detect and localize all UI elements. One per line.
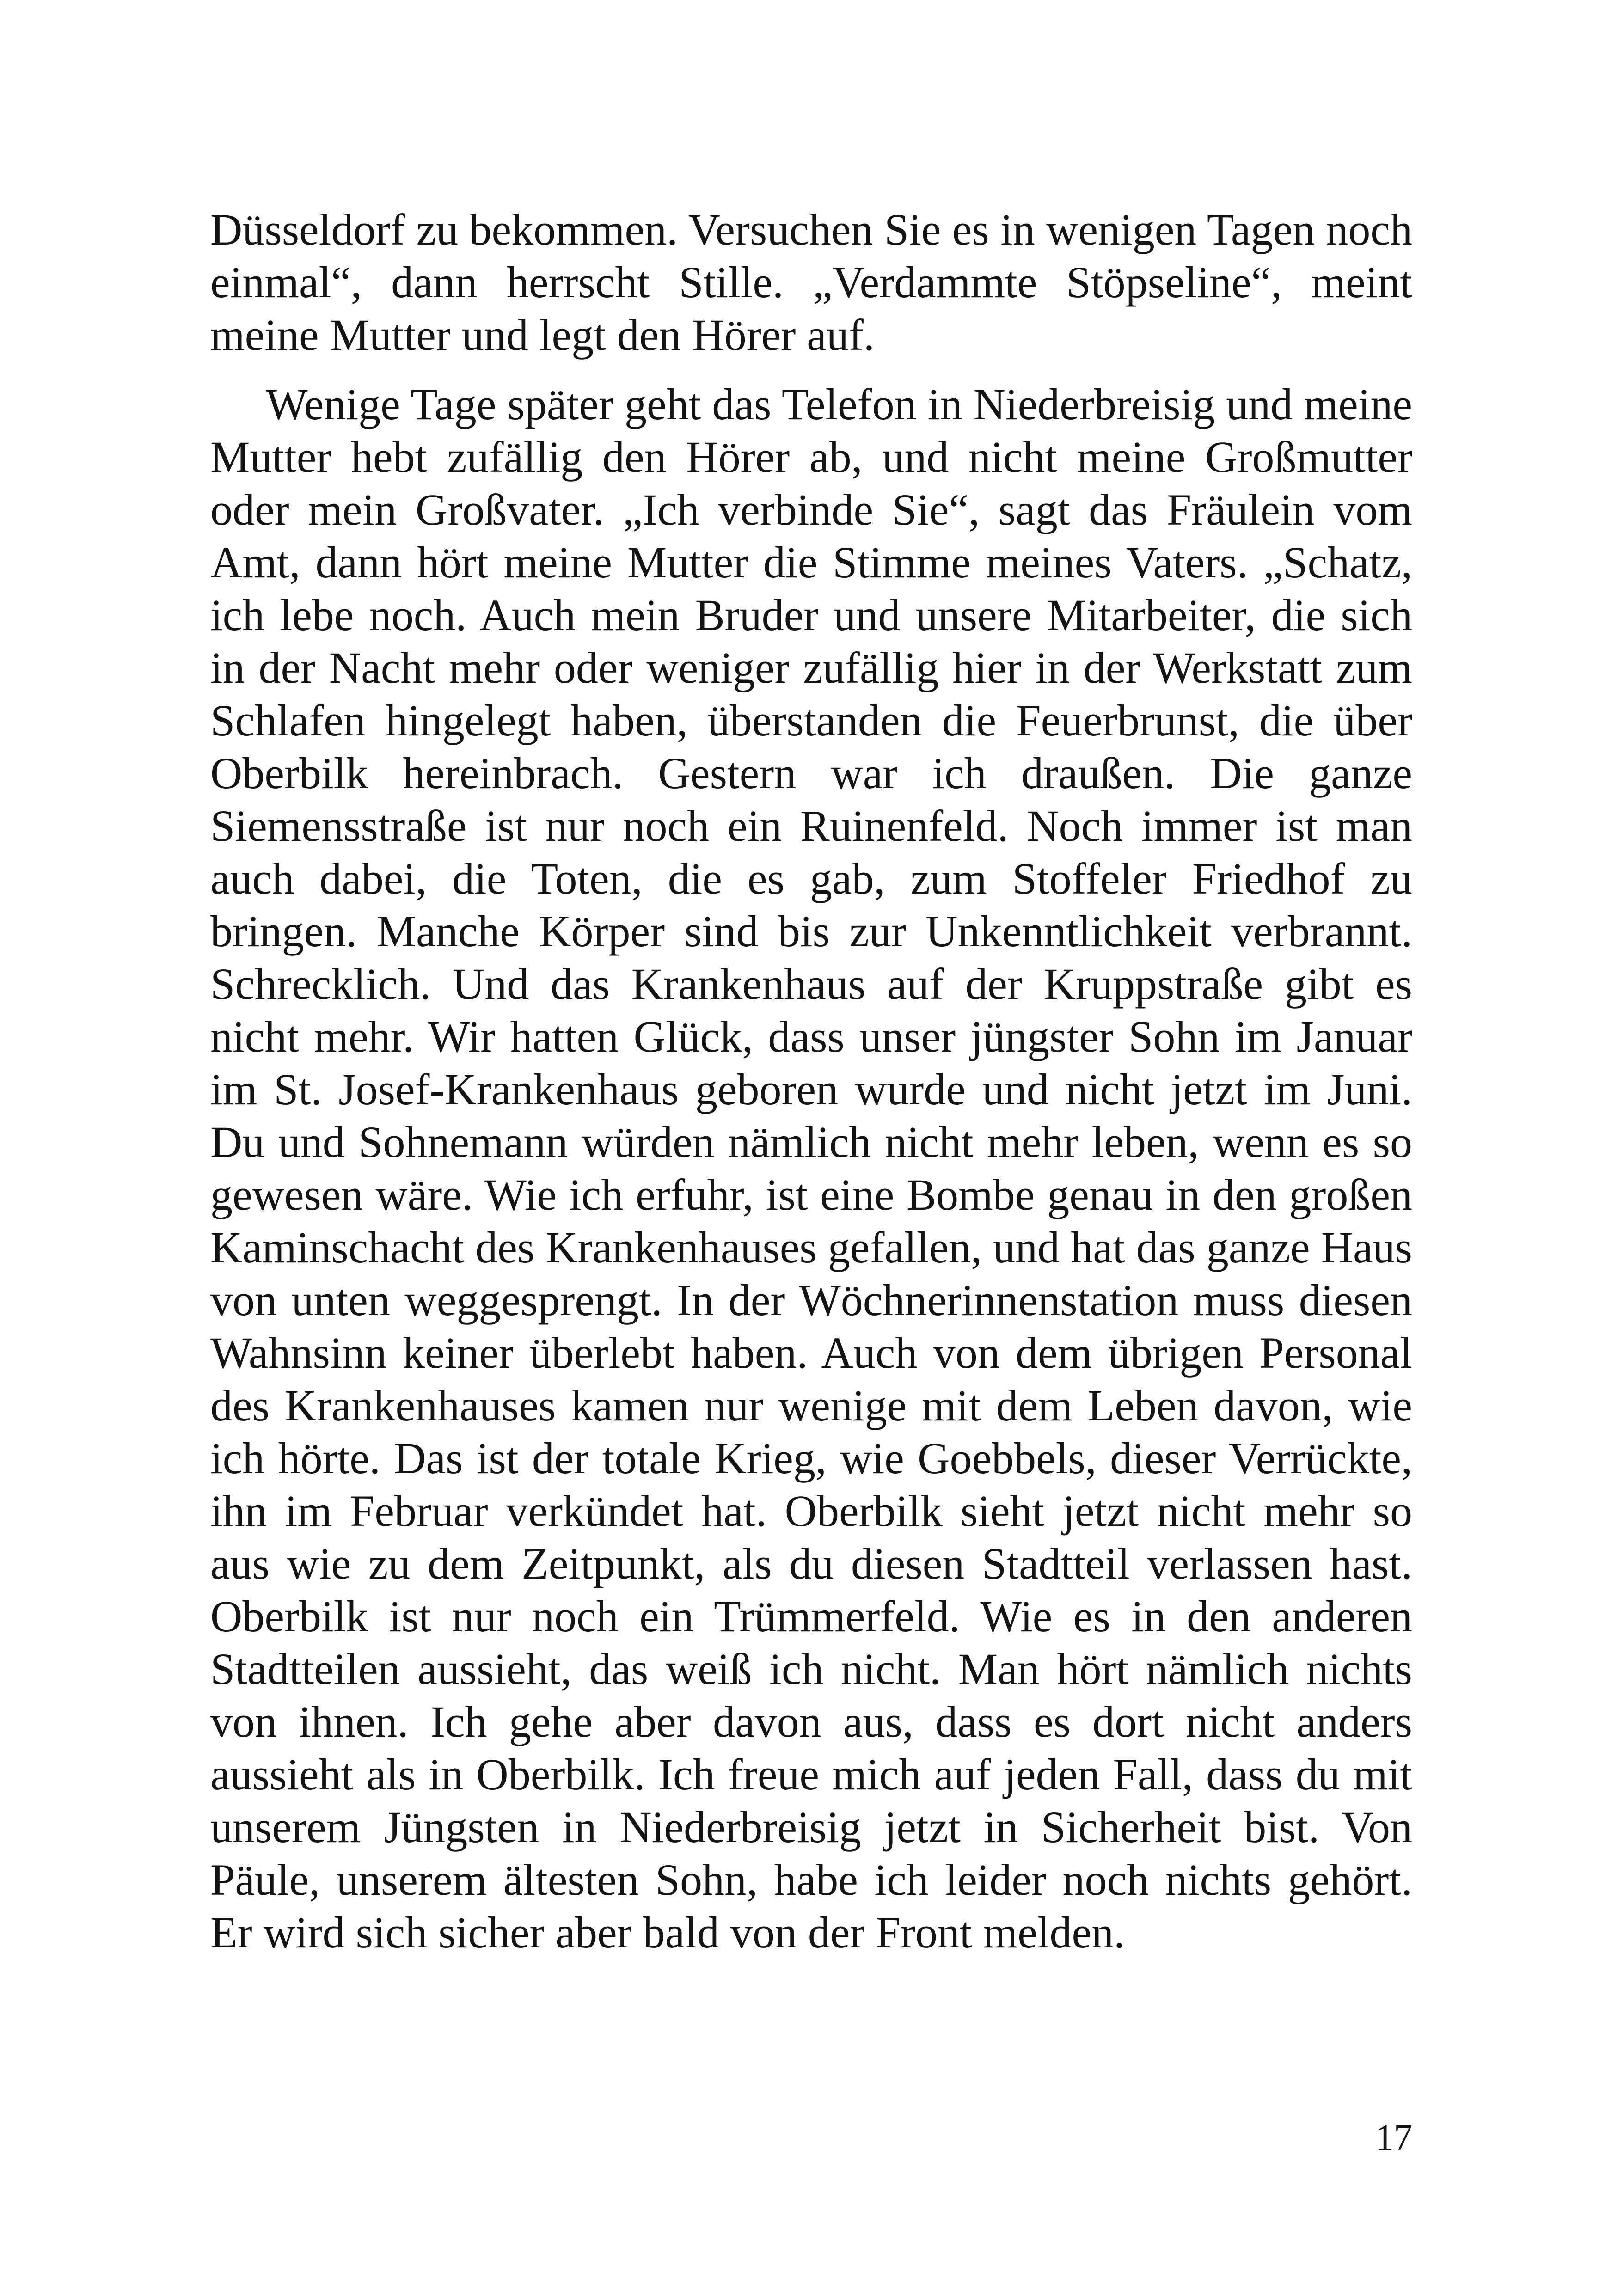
paragraph-phone-call: Wenige Tage später geht das Telefon in Niederbreisig und meine Mutter hebt zufällig den Hörer ab, und nicht meine Großmutter oder mein Großvater. „Ich verbinde Sie“, sagt das Fräulein vom Amt, dann hört meine Mutter die Stimme meines Vaters. „Schatz, ich lebe noch. Auch mein Bruder und unsere Mitarbeiter, die sich in der Nacht mehr oder weniger zufällig hier in der Werkstatt zum Schlafen hingelegt haben, überstanden die Feuerbrunst, die über Oberbilk hereinbrach. Gestern war ich draußen. Die ganze Siemensstraße ist nur noch ein Ruinenfeld. Noch immer ist man auch dabei, die Toten, die es gab, zum Stoffeler Friedhof zu bringen. Manche Körper sind bis zur Unkenntlichkeit verbrannt. Schrecklich. Und das Krankenhaus auf der Kruppstraße gibt es nicht mehr. Wir hatten Glück, dass unser jüngster Sohn im Januar im St. Josef-Krankenhaus geboren wurde und nicht jetzt im Juni. Du und Sohnemann würden nämlich nicht mehr leben, wenn es so gewesen wäre. Wie ich erfuhr, ist eine Bombe genau in den großen Kaminschacht des Krankenhauses gefallen, und hat das ganze Haus von unten weggesprengt. In der Wöchnerinnenstation muss diesen Wahnsinn keiner überlebt haben. Auch von dem übrigen Personal des Krankenhauses kamen nur wenige mit dem Leben davon, wie ich hörte. Das ist der totale Krieg, wie Goebbels, dieser Verrückte, ihn im Februar verkündet hat. Oberbilk sieht jetzt nicht mehr so aus wie zu dem Zeitpunkt, als du diesen Stadtteil verlassen hast. Oberbilk ist nur noch ein Trümmerfeld. Wie es in den anderen Stadtteilen aussieht, das weiß ich nicht. Man hört nämlich nichts von ihnen. Ich gehe aber davon aus, dass es dort nicht anders aussieht als in Oberbilk. Ich freue mich auf jeden Fall, dass du mit unserem Jüngsten in Niederbreisig jetzt in Sicherheit bist. Von Päule, unserem ältesten Sohn, habe ich leider noch nichts gehört. Er wird sich sicher aber bald von der Front melden. [210, 380, 1412, 1957]
body-text [210, 203, 1412, 1959]
page-number: 17 [1375, 2118, 1412, 2158]
paragraph-continued: Düsseldorf zu bekommen. Versuchen Sie es in wenigen Tagen noch einmal“, dann herrscht Stille. „Verdammte Stöpseline“, meint meine Mutter und legt den Hörer auf. [210, 205, 1412, 360]
